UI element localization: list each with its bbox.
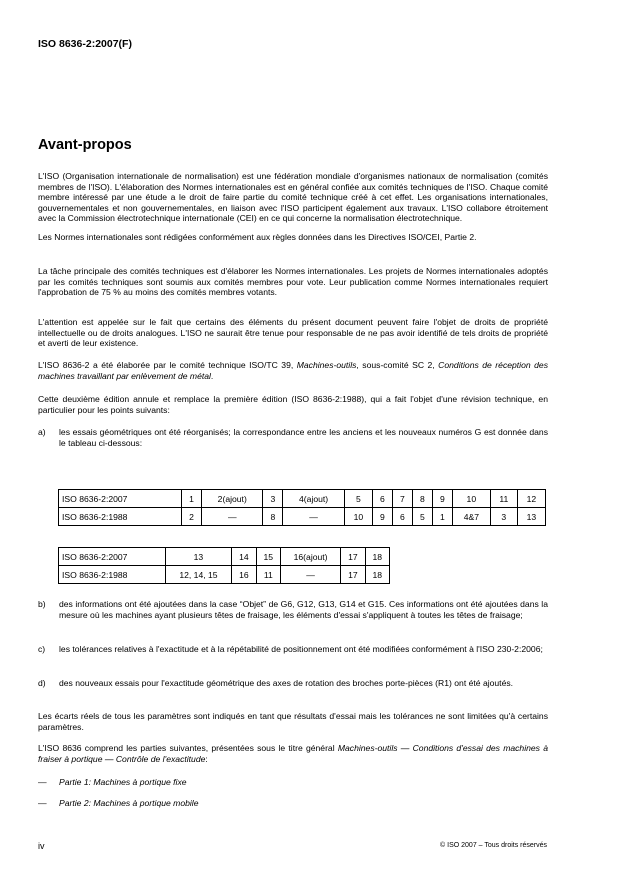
p8-general-title: Machines-outils — Conditions d'essai des machines à fraiser à portique — Contrôle de l'exactitude [38, 743, 548, 764]
part-title: Partie 1: Machines à portique fixe [59, 777, 187, 787]
table-cell: 1 [182, 490, 202, 508]
p5-title: Machines-outils [296, 360, 357, 370]
table-cell: — [280, 566, 340, 584]
part-list-item-2 [38, 798, 338, 809]
table-row [59, 508, 546, 526]
table-cell: 15 [256, 548, 280, 566]
table-row [59, 490, 546, 508]
table-cell: 12 [517, 490, 545, 508]
table-cell: 5 [344, 490, 372, 508]
table-cell: 11 [256, 566, 280, 584]
paragraph-8 [38, 743, 548, 764]
correspondence-table-2 [58, 547, 390, 584]
table-row [59, 548, 390, 566]
list-marker: d) [38, 678, 46, 688]
table-cell: 6 [372, 490, 392, 508]
page-number: iv [38, 841, 45, 851]
document-id: ISO 8636-2:2007(F) [38, 38, 132, 50]
table-cell: 11 [490, 490, 517, 508]
table-cell: 2(ajout) [202, 490, 263, 508]
table-cell: 10 [344, 508, 372, 526]
table-cell: 1 [432, 508, 452, 526]
table-cell: 8 [412, 490, 432, 508]
table-cell: 17 [341, 548, 365, 566]
paragraph-6: Cette deuxième édition annule et remplace la première édition (ISO 8636-2:1988), qui a fait l'objet d'une révision technique, en particulier pour les points suivants: [38, 394, 548, 415]
table-cell: 13 [517, 508, 545, 526]
paragraph-7: Les écarts réels de tous les paramètres sont indiqués en tant que résultats d'essai mais les tolérances ne sont limitées qu'à certains paramètres. [38, 711, 548, 732]
table-cell: 14 [232, 548, 256, 566]
paragraph-1: L'ISO (Organisation internationale de normalisation) est une fédération mondiale d'organismes nationaux de normalisation (comités membres de l'ISO). L'élaboration des Normes internationales est en général confiée aux comités techniques de l'ISO. Chaque comité membre intéressé par une étude a le droit de faire partie du comité technique créé à cet effet. Les organisations internationales, gouvernementales et non gouvernementales, en liaison avec l'ISO participent également aux travaux. L'ISO collabore étroitement avec la Commission électrotechnique internationale (CEI) en ce qui concerne la normalisation électrotechnique. [38, 171, 548, 223]
list-text: les essais géométriques ont été réorganisés; la correspondance entre les anciens et les nouveaux numéros G est donnée dans le tableau ci-dessous: [59, 427, 548, 448]
table-cell: 3 [490, 508, 517, 526]
table-cell: ISO 8636-2:1988 [59, 508, 182, 526]
list-marker: c) [38, 644, 46, 654]
list-item-d [38, 678, 548, 700]
copyright-notice: © ISO 2007 – Tous droits réservés [440, 842, 547, 849]
p8-text-c: : [205, 753, 208, 764]
list-item-c [38, 644, 548, 666]
dash-marker: — [38, 798, 47, 808]
table-cell: 4&7 [452, 508, 490, 526]
p5-text-e: . [210, 370, 214, 381]
table-cell: 18 [365, 548, 389, 566]
table-cell: — [283, 508, 344, 526]
paragraph-2: Les Normes internationales sont rédigées conformément aux règles données dans les Directives ISO/CEI, Partie 2. [38, 232, 477, 242]
p5-text-c: , sous-comité SC 2, [356, 360, 439, 370]
table-cell: 18 [365, 566, 389, 584]
list-item-a [38, 427, 548, 449]
p5-text-a: L'ISO 8636-2 a été élaborée par le comité technique ISO/TC 39, [38, 360, 297, 370]
table-cell: ISO 8636-2:2007 [59, 548, 166, 566]
paragraph-3: La tâche principale des comités techniques est d'élaborer les Normes internationales. Les projets de Normes internationales adoptés par les comités techniques sont soumis aux comités membres pour vote. Leur publication comme Normes internationales requiert l'approbation de 75 % au moins des comités membres votants. [38, 266, 548, 297]
list-text: des informations ont été ajoutées dans la case “Objet” de G6, G12, G13, G14 et G15. Ces informations ont été ajoutées dans la mesure où les machines ayant plusieurs têtes de fraisage, les éléments d'essai s'appliquent à toutes les têtes de fraisage; [59, 599, 548, 620]
p5-subtitle: Conditions de réception des machines travaillant par enlèvement de métal [38, 360, 548, 381]
table-cell: 6 [392, 508, 412, 526]
table-cell: 12, 14, 15 [165, 566, 232, 584]
table-cell: 9 [432, 490, 452, 508]
table-cell: 5 [412, 508, 432, 526]
table-cell: 17 [341, 566, 365, 584]
table-cell: 8 [263, 508, 283, 526]
part-title: Partie 2: Machines à portique mobile [59, 798, 199, 808]
dash-marker: — [38, 777, 47, 787]
list-marker: b) [38, 599, 46, 609]
p8-text-a: L'ISO 8636 comprend les parties suivantes, présentées sous le titre général [38, 743, 338, 753]
list-text: les tolérances relatives à l'exactitude et à la répétabilité de positionnement ont été modifiées conformément à l'ISO 230-2:2006; [59, 644, 543, 654]
table-row [59, 566, 390, 584]
table-cell: 13 [165, 548, 232, 566]
paragraph-4: L'attention est appelée sur le fait que certains des éléments du présent document peuvent faire l'objet de droits de propriété intellectuelle ou de droits analogues. L'ISO ne saurait être tenue pour responsable de ne pas avoir identifié de tels droits de propriété et averti de leur existence. [38, 317, 548, 348]
section-title: Avant-propos [38, 137, 132, 153]
correspondence-table-1 [58, 489, 546, 526]
table-cell: — [202, 508, 263, 526]
table-cell: 2 [182, 508, 202, 526]
list-marker: a) [38, 427, 46, 437]
table-cell: 3 [263, 490, 283, 508]
table-cell: 16(ajout) [280, 548, 340, 566]
table-cell: 10 [452, 490, 490, 508]
table-cell: ISO 8636-2:2007 [59, 490, 182, 508]
list-text: des nouveaux essais pour l'exactitude géométrique des axes de rotation des broches porte-pièces (R1) ont été ajoutés. [59, 678, 514, 688]
table-cell: 4(ajout) [283, 490, 344, 508]
list-item-b [38, 599, 548, 632]
table-cell: 16 [232, 566, 256, 584]
table-cell: 7 [392, 490, 412, 508]
paragraph-5 [38, 360, 548, 381]
table-cell: 9 [372, 508, 392, 526]
table-cell: ISO 8636-2:1988 [59, 566, 166, 584]
part-list-item-1 [38, 777, 338, 788]
